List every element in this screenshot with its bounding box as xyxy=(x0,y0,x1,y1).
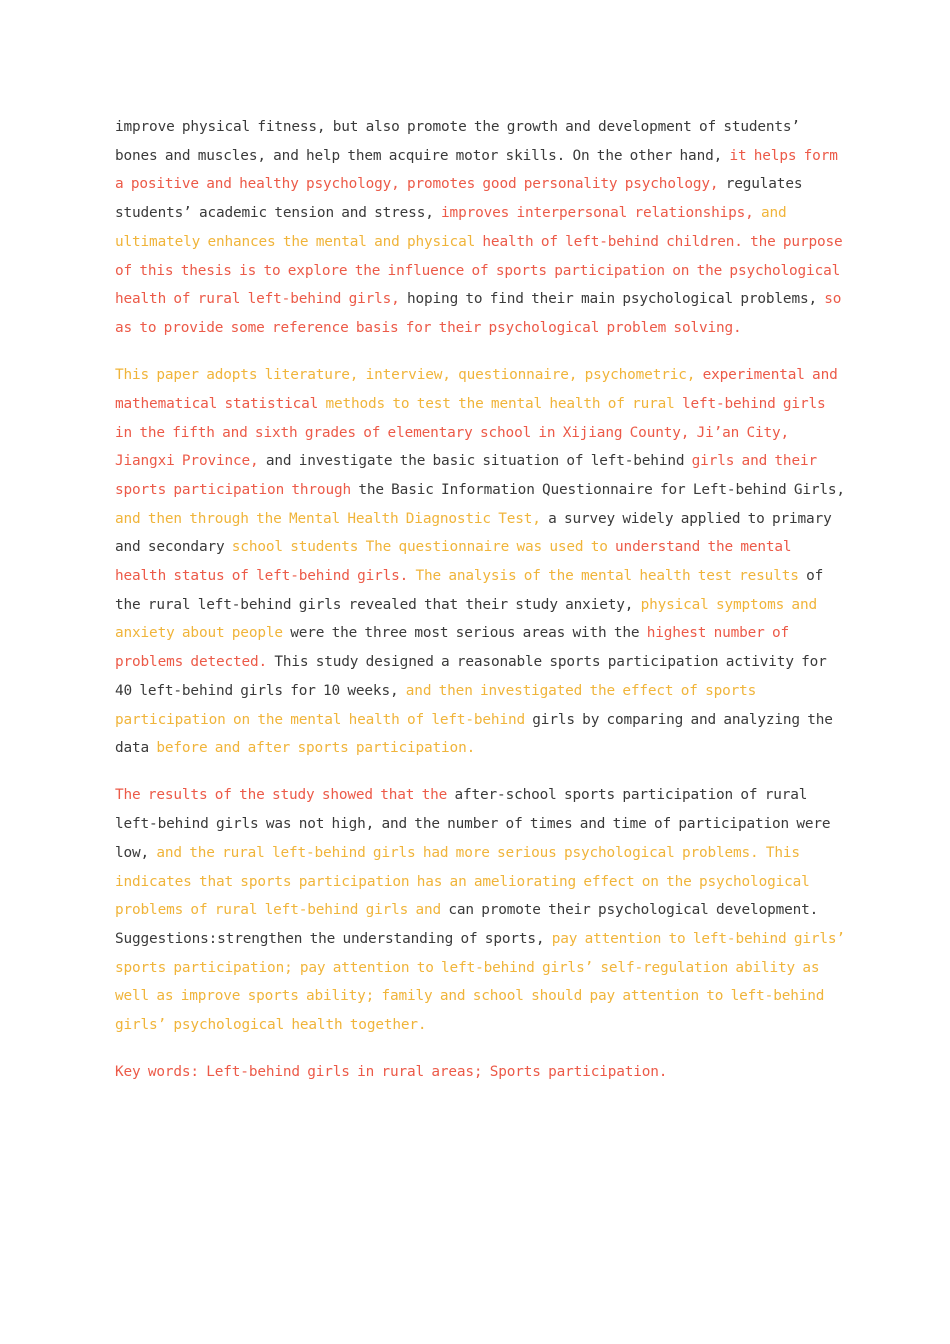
text-segment: and ultimately enhances the mental and physical xyxy=(115,205,787,250)
text-segment: girls by comparing and analyzing the data xyxy=(115,711,833,757)
text-segment: of the rural left-behind girls revealed that their study anxiety, xyxy=(115,568,824,613)
paragraph-keywords xyxy=(115,1058,845,1087)
text-segment: pay attention to left-behind girls’ sports participation; pay attention to left-behind girls’ self-regulation ability as well as improve sports ability; family and school should pay attention to left-behind girls’ psychological health together. xyxy=(115,930,845,1034)
text-segment: The results of the study showed that the xyxy=(115,787,455,804)
text-segment: the Basic Information Questionnaire for Left-behind Girls, xyxy=(351,481,845,498)
text-segment: before and after sports participation. xyxy=(156,740,476,757)
paragraph-methods xyxy=(115,361,845,763)
text-segment: and then investigated the effect of sports participation on the mental health of left-behind xyxy=(115,682,757,728)
text-segment: improves interpersonal relationships, xyxy=(441,205,754,222)
paragraph-results xyxy=(115,781,845,1039)
text-segment: improve physical fitness, but also promote the growth and development of students’ bones and muscles, and help them acquire motor skills. On the other hand, xyxy=(115,119,800,164)
text-segment: girls and their sports participation through xyxy=(115,453,817,498)
text-segment: after-school sports participation of rural left-behind girls was not high, and the number of times and time of participation were low, xyxy=(115,787,831,861)
keywords-text: Key words: Left-behind girls in rural areas; Sports participation. xyxy=(115,1064,668,1081)
text-segment: highest number of problems detected. xyxy=(115,625,790,671)
text-segment: This study designed a reasonable sports participation activity for 40 left-behind girls for 10 weeks, xyxy=(115,654,827,699)
text-segment: it helps form a positive and healthy psychology, promotes good personality psychology, xyxy=(115,147,838,193)
text-segment: experimental and mathematical statistical xyxy=(115,367,838,412)
text-segment: so as to provide some reference basis for their psychological problem solving. xyxy=(115,291,842,336)
text-segment: a survey widely applied to primary and secondary xyxy=(115,510,832,556)
text-segment: were the three most serious areas with the xyxy=(282,625,647,642)
text-segment: can promote their psychological development. Suggestions:strengthen the understanding of sports, xyxy=(115,902,819,947)
paragraph-intro xyxy=(115,113,845,343)
text-segment: left-behind girls in the fifth and sixth grades of elementary school in Xijiang County, Ji’an City, Jiangxi Province, xyxy=(115,395,826,470)
text-segment: and then through the Mental Health Diagnostic Test, xyxy=(115,510,541,527)
text-segment: health of left-behind children. the purpose of this thesis is to explore the influence of sports participation on the psychological health of rural left-behind girls, xyxy=(115,233,843,308)
text-segment: and the rural left-behind girls had more serious psychological problems. This indicates that sports participation has an ameliorating effect on the psychological problems of rural left-behind girls and xyxy=(115,844,810,919)
text-segment: This paper adopts literature, interview, questionnaire, psychometric, xyxy=(115,367,703,384)
text-segment: regulates students’ academic tension and stress, xyxy=(115,176,803,222)
text-segment: understand the mental health status of left-behind girls. xyxy=(115,539,792,585)
document-body xyxy=(115,113,845,1106)
text-segment: and investigate the basic situation of left-behind xyxy=(258,453,692,470)
text-segment: The analysis of the mental health test results xyxy=(408,568,799,585)
text-segment: hoping to find their main psychological problems, xyxy=(399,291,825,308)
text-segment: physical symptoms and anxiety about people xyxy=(115,596,817,642)
text-segment: methods to test the mental health of rural xyxy=(318,395,682,412)
text-segment: school students The questionnaire was used to xyxy=(231,539,616,556)
